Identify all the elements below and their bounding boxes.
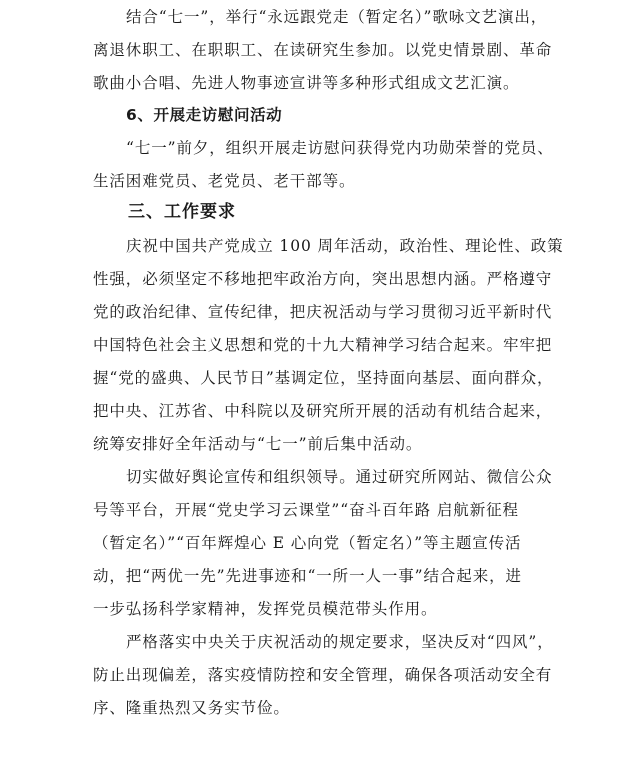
paragraph-line: 中国特色社会主义思想和党的十九大精神学习结合起来。牢牢把 xyxy=(93,336,553,354)
paragraph-line: 结合“七一”，举行“永远跟党走（暂定名）”歌咏文艺演出， xyxy=(126,8,548,26)
paragraph-line: 一步弘扬科学家精神，发挥党员模范带头作用。 xyxy=(93,600,438,618)
paragraph-line: 动，把“两优一先”先进事迹和“一所一人一事”结合起来，进 xyxy=(93,567,522,585)
paragraph-line: 把中央、江苏省、中科院以及研究所开展的活动有机结合起来， xyxy=(93,402,553,420)
paragraph-line: 歌曲小合唱、先进人物事迹宣讲等多种形式组成文艺汇演。 xyxy=(93,74,520,92)
paragraph-line: 离退休职工、在职职工、在读研究生参加。以党史情景剧、革命 xyxy=(93,41,553,59)
paragraph-line: 握“党的盛典、人民节日”基调定位，坚持面向基层、面向群众， xyxy=(93,369,554,387)
paragraph-line: 党的政治纪律、宣传纪律，把庆祝活动与学习贯彻习近平新时代 xyxy=(93,303,553,321)
paragraph-line: 统筹安排好全年活动与“七一”前后集中活动。 xyxy=(93,435,423,453)
paragraph-line: 切实做好舆论宣传和组织领导。通过研究所网站、微信公众 xyxy=(126,468,553,486)
paragraph-line: 性强，必须坚定不移地把牢政治方向，突出思想内涵。严格遵守 xyxy=(93,270,553,288)
paragraph-line: 序、隆重热烈又务实节俭。 xyxy=(93,699,290,717)
paragraph-line: 防止出现偏差，落实疫情防控和安全管理，确保各项活动安全有 xyxy=(93,666,553,684)
subheading-6: 6、开展走访慰问活动 xyxy=(126,106,283,124)
paragraph-line: 号等平台，开展“党史学习云课堂”“奋斗百年路 启航新征程 xyxy=(93,501,519,519)
paragraph-line: （暂定名）”“百年辉煌心 E 心向党（暂定名）”等主题宣传活 xyxy=(93,534,522,552)
paragraph-line: 严格落实中央关于庆祝活动的规定要求，坚决反对“四风”， xyxy=(126,633,554,651)
paragraph-line: 生活困难党员、老党员、老干部等。 xyxy=(93,172,356,190)
paragraph-line: “七一”前夕，组织开展走访慰问获得党内功勋荣誉的党员、 xyxy=(126,139,554,157)
section-heading-work-requirements: 三、工作要求 xyxy=(128,202,236,222)
paragraph-line: 庆祝中国共产党成立 100 周年活动，政治性、理论性、政策 xyxy=(126,237,564,255)
